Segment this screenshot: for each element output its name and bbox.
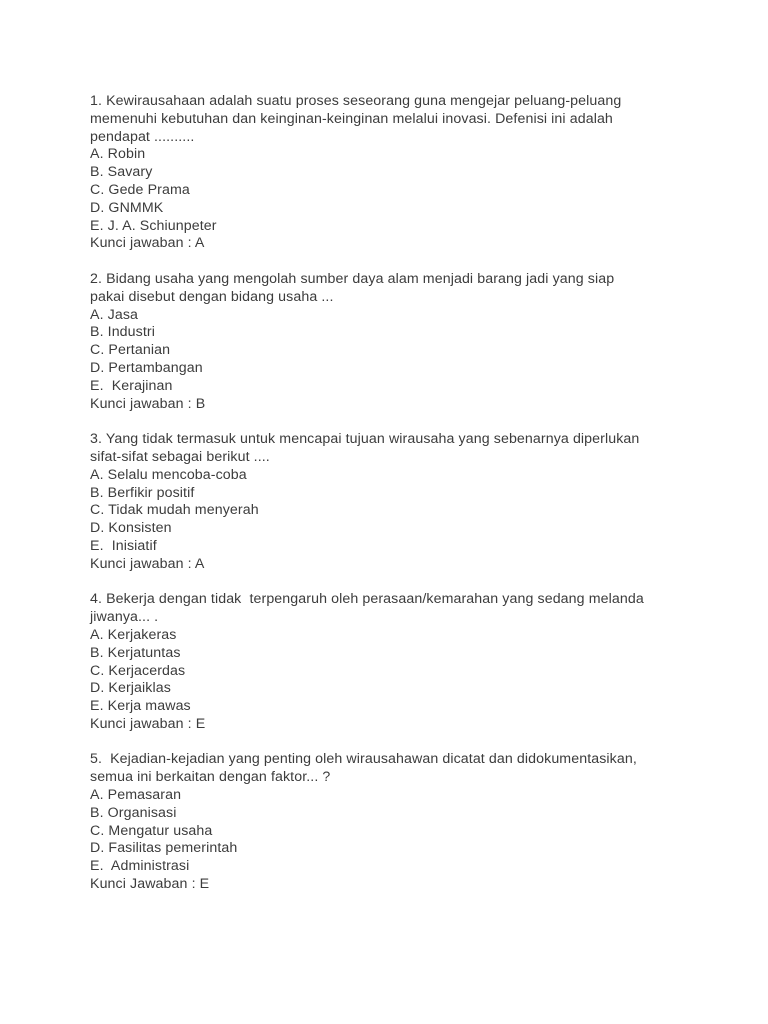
- answer-key: Kunci jawaban : A: [90, 235, 205, 252]
- option-a: A. Jasa: [90, 306, 139, 323]
- option-d: D. GNMMK: [90, 199, 164, 216]
- option-c: C. Tidak mudah menyerah: [90, 502, 259, 519]
- question-text: 1. Kewirausahaan adalah suatu proses seseorang guna mengejar peluang-peluang memenuhi kebutuhan dan keinginan-keinginan melalui inovasi. Defenisi ini adalah pendapat ..........: [90, 93, 622, 145]
- option-d: D. Konsisten: [90, 520, 172, 537]
- option-list: [90, 146, 690, 235]
- answer-key: Kunci jawaban : E: [90, 715, 206, 732]
- option-a: A. Robin: [90, 146, 146, 163]
- option-e: E. Inisiatif: [90, 537, 157, 554]
- option-list: [90, 787, 690, 876]
- answer-key: Kunci jawaban : A: [90, 555, 205, 572]
- option-c: C. Mengatur usaha: [90, 822, 213, 839]
- answer-key: Kunci Jawaban : E: [90, 876, 210, 893]
- option-e: E. Kerajinan: [90, 377, 173, 394]
- question-4: [90, 591, 690, 733]
- document-page: [90, 93, 690, 912]
- option-c: C. Gede Prama: [90, 181, 190, 198]
- question-text: 3. Yang tidak termasuk untuk mencapai tujuan wirausaha yang sebenarnya diperlukan sifat-sifat sebagai berikut ....: [90, 431, 640, 465]
- option-list: [90, 627, 690, 716]
- option-e: E. J. A. Schiunpeter: [90, 217, 217, 234]
- option-b: B. Savary: [90, 164, 153, 181]
- question-1: [90, 93, 690, 253]
- question-5: [90, 751, 690, 893]
- option-a: A. Pemasaran: [90, 787, 182, 804]
- option-a: A. Selalu mencoba-coba: [90, 466, 247, 483]
- option-d: D. Pertambangan: [90, 359, 203, 376]
- option-d: D. Fasilitas pemerintah: [90, 840, 238, 857]
- option-a: A. Kerjakeras: [90, 626, 177, 643]
- option-b: B. Kerjatuntas: [90, 644, 181, 661]
- option-list: [90, 307, 690, 396]
- answer-key: Kunci jawaban : B: [90, 395, 206, 412]
- option-e: E. Kerja mawas: [90, 698, 191, 715]
- option-b: B. Organisasi: [90, 804, 177, 821]
- question-3: [90, 431, 690, 573]
- option-c: C. Kerjacerdas: [90, 662, 186, 679]
- option-e: E. Administrasi: [90, 858, 190, 875]
- option-b: B. Berfikir positif: [90, 484, 195, 501]
- option-list: [90, 467, 690, 556]
- question-2: [90, 271, 690, 413]
- question-text: 4. Bekerja dengan tidak terpengaruh oleh perasaan/kemarahan yang sedang melanda jiwanya... .: [90, 591, 644, 626]
- question-text: 2. Bidang usaha yang mengolah sumber daya alam menjadi barang jadi yang siap pakai disebut dengan bidang usaha ...: [90, 270, 615, 305]
- option-d: D. Kerjaiklas: [90, 680, 171, 697]
- option-b: B. Industri: [90, 324, 155, 341]
- question-text: 5. Kejadian-kejadian yang penting oleh wirausahawan dicatat dan didokumentasikan, semua ini berkaitan dengan faktor... ?: [90, 751, 637, 786]
- option-c: C. Pertanian: [90, 342, 171, 359]
